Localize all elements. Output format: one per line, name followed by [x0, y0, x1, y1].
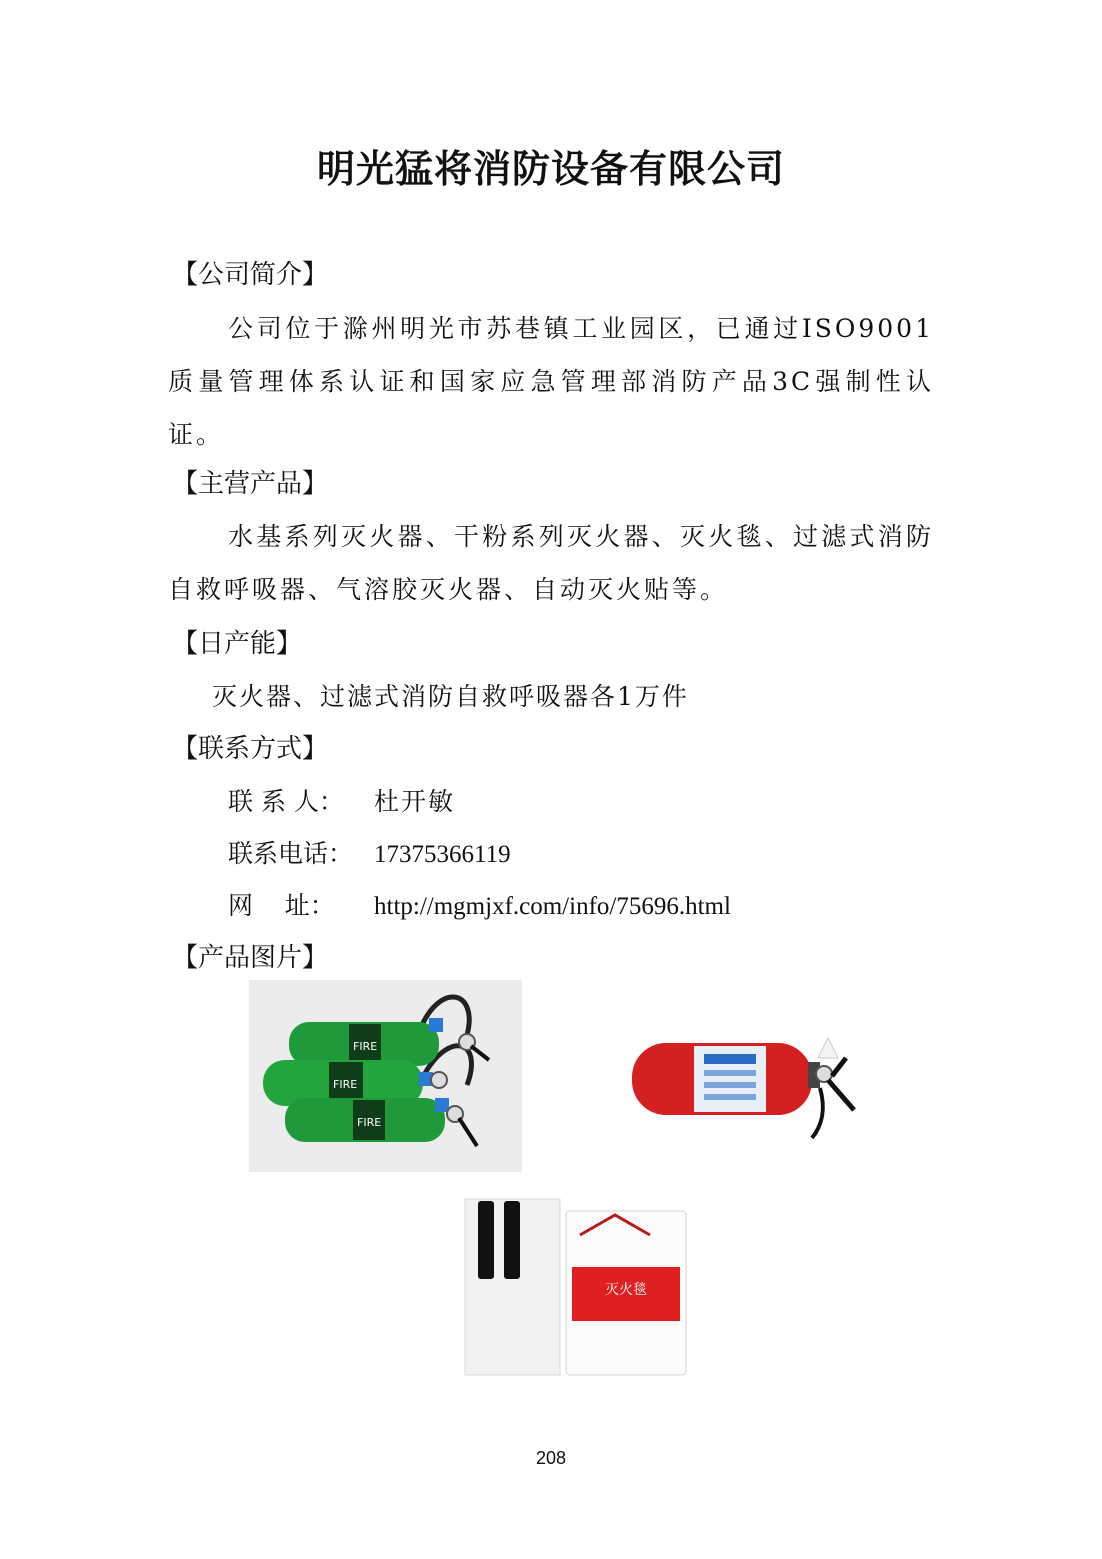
- capacity-text: 灭火器、过滤式消防自救呼吸器各1万件: [212, 682, 689, 711]
- green-label-3: FIRE: [357, 1116, 382, 1129]
- section-heading-intro: 【公司简介】: [172, 260, 329, 290]
- contact-phone-label: 联系电话：: [228, 839, 354, 868]
- section-heading-products: 【主营产品】: [172, 469, 329, 499]
- intro-paragraph: 公司位于滁州明光市苏巷镇工业园区，已通过ISO9001质量管理体系认证和国家应急管理部消防产品3C强制性认证。: [168, 314, 934, 449]
- page-number: 208: [535, 1448, 567, 1468]
- green-extinguishers-photo: [249, 980, 522, 1172]
- section-heading-pictures: 【产品图片】: [172, 943, 329, 973]
- contact-web-label: 网 址：: [228, 891, 335, 920]
- green-label-2: FIRE: [333, 1078, 358, 1091]
- products-paragraph: 水基系列灭火器、干粉系列灭火器、灭火毯、过滤式消防自救呼吸器、气溶胶灭火器、自动灭火贴等。: [168, 522, 934, 604]
- contact-phone-value: 17375366119: [374, 841, 511, 868]
- fire-blanket-photo: [410, 1195, 710, 1380]
- contact-person-label: 联 系 人：: [228, 787, 344, 816]
- contact-person-value: 杜开敏: [374, 787, 456, 816]
- contact-phone-row: [228, 837, 511, 872]
- fire-blanket-illustration: [410, 1195, 710, 1380]
- green-label-1: FIRE: [353, 1040, 378, 1053]
- section-heading-contact: 【联系方式】: [172, 734, 329, 764]
- contact-person-row: [228, 785, 455, 819]
- page-title: 明光猛将消防设备有限公司: [316, 146, 785, 191]
- section-heading-capacity: 【日产能】: [172, 629, 303, 659]
- contact-web-link[interactable]: http://mgmjxf.com/info/75696.html: [374, 893, 731, 920]
- green-extinguishers-illustration: [249, 980, 522, 1172]
- red-extinguisher-illustration: [622, 988, 874, 1166]
- red-extinguisher-photo: [622, 988, 874, 1166]
- blanket-tin-label: 灭火毯: [605, 1282, 647, 1298]
- contact-web-row: [228, 889, 731, 924]
